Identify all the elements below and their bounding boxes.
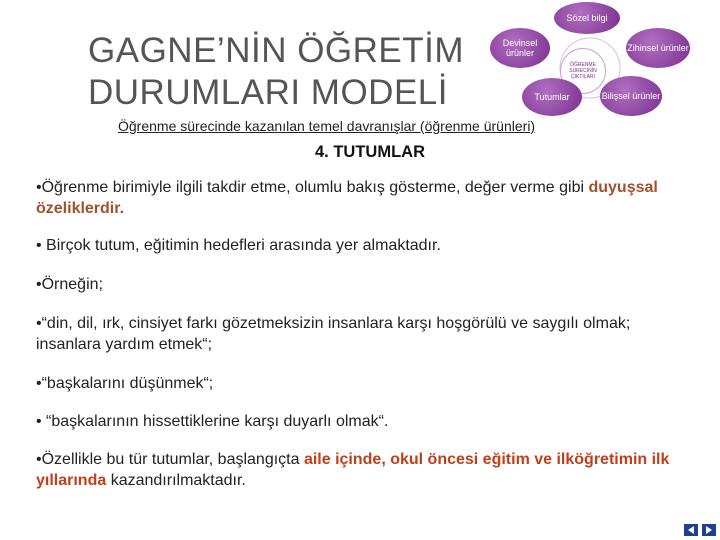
paragraph-example-1: •“din, dil, ırk, cinsiyet farkı gözetmeksizin insanlara karşı hoşgörülü ve saygılı olmak; insanlara yardım etmek“; [36, 315, 631, 353]
previous-arrow-icon[interactable] [684, 524, 698, 536]
paragraph-example-intro: •Örneğin; [36, 276, 103, 293]
learning-products-diagram [480, 0, 720, 120]
paragraph-example-2: •“başkalarını düşünmek“; [36, 375, 214, 392]
slide-body [36, 177, 686, 491]
node-tutumlar: Tutumlar [522, 78, 582, 116]
node-zihinsel-urunler: Zihinsel ürünler [626, 28, 690, 68]
node-devinsel-urunler: Devinsel ürünler [490, 28, 550, 68]
paragraph-example-3: • “başkalarının hissettiklerine karşı duyarlı olmak“. [36, 413, 389, 430]
node-bilissel-urunler: Bilişsel ürünler [600, 76, 662, 116]
next-arrow-icon[interactable] [702, 524, 716, 536]
highlight-text: duyuşsal özeliklerdir. [36, 179, 658, 217]
paragraph-definition [36, 177, 686, 219]
slide-title-line1: GAGNE’NİN ÖĞRETİM [88, 31, 465, 70]
paragraph-text: •Öğrenme birimiyle ilgili takdir etme, olumlu bakış gösterme, değer verme gibi [36, 179, 589, 196]
section-heading: 4. TUTUMLAR [315, 143, 425, 161]
slide-title-line2: DURUMLARI MODELİ [88, 73, 448, 112]
paragraph-goals: • Birçok tutum, eğitimin hedefleri arasında yer almaktadır. [36, 237, 441, 254]
paragraph-text: kazandırılmaktadır. [106, 472, 246, 489]
paragraph-text: •Özellikle bu tür tutumlar, başlangıçta [36, 451, 304, 468]
node-center-ciktilar: ÖĞRENME SÜRECİNİN ÇIKTILARI [560, 48, 606, 94]
highlight-text: aile içinde, okul öncesi eğitim ve ilköğretimin ilk yıllarında [36, 451, 670, 489]
slide-title [88, 30, 464, 114]
slide-subtitle: Öğrenme sürecinde kazanılan temel davranışlar (öğrenme ürünleri) [118, 118, 536, 134]
paragraph-conclusion [36, 449, 686, 491]
node-sozel-bilgi: Sözel bilgi [554, 2, 620, 34]
